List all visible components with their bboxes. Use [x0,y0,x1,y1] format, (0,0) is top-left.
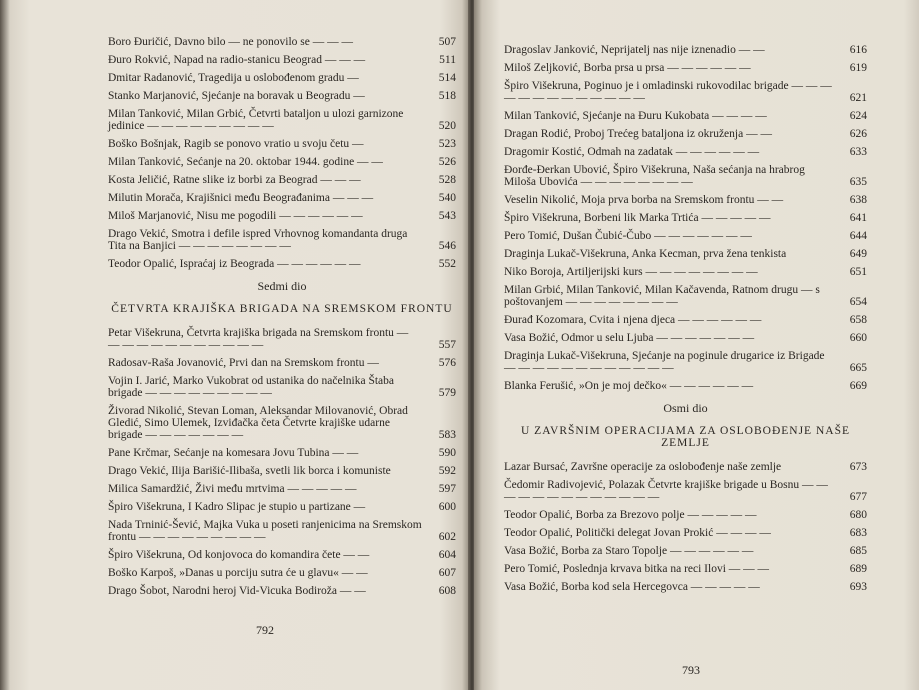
toc-entry-title: Špiro Višekruna, Poginuo je i omladinski rukovodilac brigade — — — — — — — — — — — — — [504,80,832,104]
toc-entry [108,483,456,495]
toc-entry-page: 518 [438,90,456,102]
toc-entry [108,549,456,561]
toc-entry [108,54,456,66]
toc-entry-title: Stanko Marjanović, Sjećanje na boravak u Beogradu — [108,90,365,102]
toc-entry-title: Vojin I. Jarić, Marko Vukobrat od ustanika do načelnika Štaba brigade — — — — — — — — — [108,375,395,399]
toc-entry [504,164,867,188]
toc-entry-title: Petar Višekruna, Četvrta krajiška brigada na Sremskom frontu — — — — — — — — — — — — [108,327,409,351]
right-page [474,0,919,690]
part-heading-osmi: Osmi dio [663,401,708,415]
toc-entry [504,563,867,575]
toc-entry-page: 583 [438,429,456,441]
toc-entry-title: Pane Krčmar, Sećanje na komesara Jovu Tubina — — [108,447,359,459]
toc-entry-title: Teodor Opalić, Ispraćaj iz Beograda — — — — — — [108,258,361,270]
toc-entry-title: Milica Samardžić, Živi među mrtvima — — — — — [108,483,357,495]
toc-entry-page: 607 [438,567,456,579]
toc-entry [504,62,867,74]
left-entries-bottom [108,327,456,597]
toc-entry-page: 576 [438,357,456,369]
toc-entry-page: 552 [438,258,456,270]
toc-entry-page: 507 [438,36,456,48]
toc-entry [108,72,456,84]
right-entries-bottom [504,461,867,593]
toc-entry [504,461,867,473]
toc-entry-title: Špiro Višekruna, Borbeni lik Marka Trtića — — — — — [504,212,771,224]
toc-entry-page: 649 [849,248,867,260]
toc-entry-title: Draginja Lukač-Višekruna, Sjećanje na poginule drugarice iz Brigade — — — — — — — — — — — — [504,350,825,374]
toc-entry-title: Čedomir Radivojević, Polazak Četvrte krajiške brigade u Bosnu — — — — — — — — — — — — — [504,479,828,503]
toc-entry [504,527,867,539]
toc-entry [108,108,456,132]
toc-entry-title: Radosav-Raša Jovanović, Prvi dan na Sremskom frontu — [108,357,379,369]
toc-entry-page: 644 [849,230,867,242]
toc-entry-page: 651 [849,266,867,278]
section-title-zavrsne-operacije: U ZAVRŠNIM OPERACIJAMA ZA OSLOBOĐENJE NAŠE ZEMLJE [520,425,850,449]
toc-entry-title: Pero Tomić, Poslednja krvava bitka na reci Ilovi — — — [504,563,770,575]
part-heading-sedmi: Sedmi dio [257,279,307,293]
toc-entry-title: Drago Šobot, Narodni heroj Vid-Vicuka Bodiroža — — [108,585,366,597]
toc-entry [108,210,456,222]
page-number: 793 [682,663,700,677]
toc-entry-page: 685 [849,545,867,557]
toc-entry-title: Miloš Marjanović, Nisu me pogodili — — — — — — [108,210,363,222]
toc-entry [108,447,456,459]
toc-entry [108,567,456,579]
toc-entry-title: Drago Vekić, Smotra i defile ispred Vrhovnog komandanta druga Tita na Banjici — — — — — — — — [108,228,408,252]
toc-entry-page: 654 [849,296,867,308]
toc-entry-title: Vasa Božić, Odmor u selu Ljuba — — — — — — — [504,332,755,344]
toc-entry-title: Teodor Opalić, Politički delegat Jovan Prokić — — — — [504,527,771,539]
toc-entry-page: 626 [849,128,867,140]
toc-entry [504,479,867,503]
toc-entry [108,357,456,369]
left-entries-top [108,36,456,270]
toc-entry [504,110,867,122]
toc-entry-page: 579 [438,387,456,399]
toc-entry [504,44,867,56]
toc-entry [108,375,456,399]
toc-entry [504,380,867,392]
toc-entry-title: Veselin Nikolić, Moja prva borba na Sremskom frontu — — [504,194,784,206]
toc-entry [108,228,456,252]
toc-entry-page: 514 [438,72,456,84]
toc-entry [108,192,456,204]
toc-entry [108,405,456,441]
toc-entry-page: 673 [849,461,867,473]
toc-entry-page: 658 [849,314,867,326]
toc-entry-title: Đurađ Kozomara, Cvita i njena djeca — — — — — — [504,314,762,326]
toc-entry [108,258,456,270]
toc-entry-title: Kosta Jeličić, Ratne slike iz borbi za Beograd — — — [108,174,361,186]
toc-entry-page: 557 [438,339,456,351]
toc-entry [504,128,867,140]
toc-entry [108,327,456,351]
toc-entry-title: Špiro Višekruna, Od konjovoca do komandira čete — — [108,549,370,561]
toc-entry [504,509,867,521]
toc-entry-title: Niko Boroja, Artiljerijski kurs — — — — — — — — [504,266,758,278]
toc-entry [504,212,867,224]
toc-entry [504,545,867,557]
toc-entry-title: Vasa Božić, Borba za Staro Topolje — — — — — — [504,545,754,557]
toc-entry-page: 680 [849,509,867,521]
toc-entry-page: 543 [438,210,456,222]
toc-entry-title: Boško Karpoš, »Danas u porciju sutra će u glavu« — — [108,567,368,579]
toc-entry-page: 616 [849,44,867,56]
toc-entry-page: 619 [849,62,867,74]
toc-entry-title: Nada Trninić-Šević, Majka Vuka u poseti ranjenicima na Sremskom frontu — — — — — — — — — [108,519,422,543]
toc-entry-title: Draginja Lukač-Višekruna, Anka Kecman, prva žena tenkista [504,248,787,260]
toc-entry-page: 660 [849,332,867,344]
toc-entry-page: 621 [849,92,867,104]
toc-entry-title: Đorđe-Đerkan Ubović, Špiro Višekruna, Naša sećanja na hrabrog Miloša Ubovića — — — — — — — — [504,164,805,188]
toc-entry-page: 592 [438,465,456,477]
toc-entry-page: 665 [849,362,867,374]
toc-entry-page: 633 [849,146,867,158]
toc-entry-title: Živorad Nikolić, Stevan Loman, Aleksandar Milovanović, Obrad Gledić, Simo Ulemek, Izviđačka četa Četvrte krajiške udarne brigade — — — — — — — [108,405,408,441]
toc-entry [108,465,456,477]
toc-entry [504,80,867,104]
toc-entry-page: 511 [439,54,456,66]
toc-entry [108,501,456,513]
toc-entry-page: 604 [438,549,456,561]
toc-entry-title: Boško Bošnjak, Ragib se ponovo vratio u svoju četu — [108,138,364,150]
toc-entry [108,585,456,597]
toc-entry-title: Milutin Morača, Krajišnici među Beograđanima — — — [108,192,374,204]
toc-entry [504,266,867,278]
toc-entry-title: Pero Tomić, Dušan Čubić-Čubo — — — — — — — [504,230,752,242]
toc-entry [504,230,867,242]
toc-entry-title: Vasa Božić, Borba kod sela Hercegovca — — — — — [504,581,760,593]
toc-entry [504,314,867,326]
toc-entry-title: Dmitar Radanović, Tragedija u oslobođenom gradu — [108,72,359,84]
toc-entry-title: Špiro Višekruna, I Kadro Slipac je stupio u partizane — [108,501,366,513]
toc-entry-page: 526 [438,156,456,168]
toc-entry-title: Blanka Ferušić, »On je moj dečko« — — — — — — [504,380,754,392]
toc-entry-page: 597 [438,483,456,495]
toc-entry-title: Teodor Opalić, Borba za Brezovo polje — — — — — [504,509,757,521]
toc-entry [504,581,867,593]
toc-entry-title: Milan Tanković, Sećanje na 20. oktobar 1944. godine — — [108,156,383,168]
toc-entry-title: Miloš Zeljković, Borba prsa u prsa — — — — — — [504,62,751,74]
toc-entry-page: 608 [438,585,456,597]
toc-entry-page: 602 [438,531,456,543]
toc-entry [504,284,867,308]
toc-entry-page: 641 [849,212,867,224]
toc-entry [108,138,456,150]
toc-entry-page: 669 [849,380,867,392]
toc-entry [504,248,867,260]
toc-entry-title: Milan Tanković, Milan Grbić, Četvrti bataljon u ulozi garnizone jedinice — — — — — — — — — [108,108,404,132]
toc-entry-page: 677 [849,491,867,503]
toc-entry [108,519,456,543]
toc-entry-page: 638 [849,194,867,206]
toc-entry-page: 540 [438,192,456,204]
toc-entry-page: 528 [438,174,456,186]
toc-entry-title: Milan Tanković, Sjećanje na Đuru Kukobata — — — — [504,110,767,122]
toc-entry-page: 546 [438,240,456,252]
toc-entry-page: 523 [438,138,456,150]
toc-entry [108,156,456,168]
toc-entry-title: Drago Vekić, Ilija Barišić-Ilibaša, svetli lik borca i komuniste [108,465,391,477]
toc-entry-page: 635 [849,176,867,188]
toc-entry-page: 590 [438,447,456,459]
toc-entry [504,350,867,374]
toc-entry-page: 624 [849,110,867,122]
toc-entry-title: Dragomir Kostić, Odmah na zadatak — — — — — — [504,146,760,158]
toc-entry [108,36,456,48]
section-title-sremski-front: ČETVRTA KRAJIŠKA BRIGADA NA SREMSKOM FRONTU [111,303,453,315]
toc-entry-title: Dragan Rodić, Proboj Trećeg bataljona iz okruženja — — [504,128,772,140]
toc-entry-title: Boro Đuričić, Davno bilo — ne ponovilo se — — — [108,36,353,48]
toc-entry [504,146,867,158]
toc-entry-page: 520 [438,120,456,132]
toc-entry-page: 683 [849,527,867,539]
toc-entry-page: 693 [849,581,867,593]
toc-entry [504,194,867,206]
toc-entry-title: Lazar Bursać, Završne operacije za oslobođenje naše zemlje [504,461,782,473]
toc-entry [108,90,456,102]
right-entries-top [504,44,867,392]
toc-entry-page: 689 [849,563,867,575]
toc-entry-page: 600 [438,501,456,513]
page-number: 792 [256,623,274,637]
toc-entry-title: Milan Grbić, Milan Tanković, Milan Kačavenda, Ratnom drugu — s poštovanjem — — — — — — — — [504,284,820,308]
toc-entry-title: Đuro Rokvić, Napad na radio-stanicu Beograd — — — [108,54,366,66]
toc-entry-title: Dragoslav Janković, Neprijatelj nas nije iznenadio — — [504,44,765,56]
toc-entry [108,174,456,186]
toc-entry [504,332,867,344]
